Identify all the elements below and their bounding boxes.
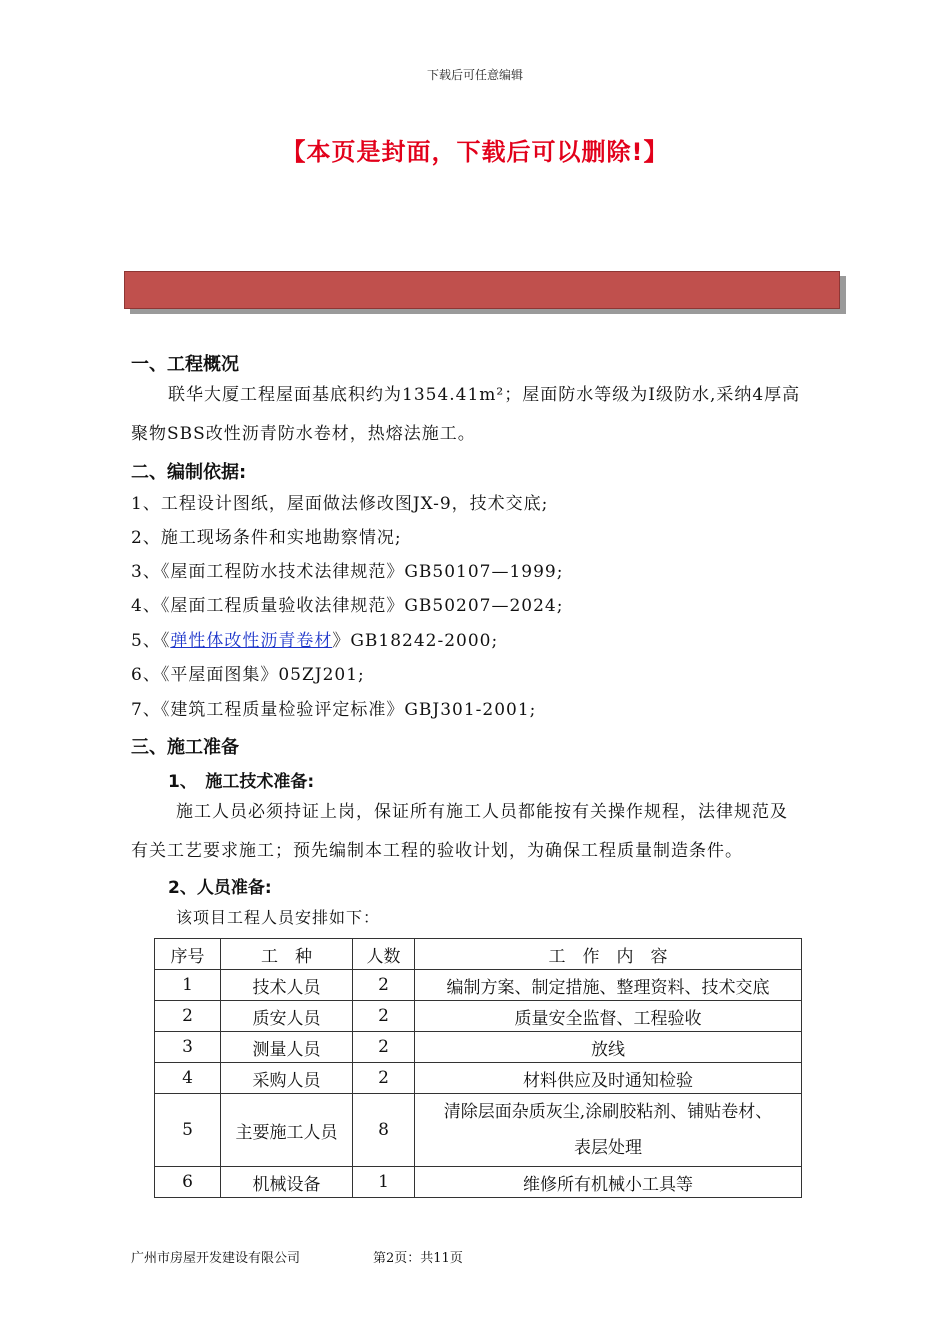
table-cell: 放线 — [415, 1032, 802, 1063]
table-cell: 4 — [155, 1063, 221, 1094]
table-cell: 材料供应及时通知检验 — [415, 1063, 802, 1094]
basis-item: 7、《建筑工程质量检验评定标准》GBJ301-2001; — [131, 700, 537, 720]
table-row — [155, 1167, 802, 1198]
table-cell: 1 — [353, 1167, 415, 1198]
table-cell: 清除层面杂质灰尘,涂刷胶粘剂、铺贴卷材、表层处理 — [415, 1094, 802, 1167]
header-note: 下载后可任意编辑 — [426, 68, 523, 82]
table-cell: 质量安全监督、工程验收 — [415, 1001, 802, 1032]
table-cell: 2 — [353, 1032, 415, 1063]
red-banner — [124, 271, 840, 309]
subheading-staff: 2、人员准备: — [168, 878, 272, 898]
basis-item-prefix: 5、《 — [131, 631, 171, 651]
table-row — [155, 970, 802, 1001]
basis-item-suffix: 》GB18242-2000; — [332, 631, 499, 651]
table-cell: 2 — [353, 1063, 415, 1094]
table-cell: 6 — [155, 1167, 221, 1198]
table-cell: 2 — [155, 1001, 221, 1032]
header-cell: 人数 — [353, 939, 415, 970]
basis-item: 4、《屋面工程质量验收法律规范》GB50207—2024; — [131, 596, 564, 616]
table-header-row — [155, 939, 802, 970]
section-heading-basis: 二、编制依据: — [131, 462, 247, 483]
staff-intro: 该项目工程人员安排如下： — [176, 908, 381, 927]
header-cell: 工 作 内 容 — [415, 939, 802, 970]
basis-item-linked — [131, 626, 498, 656]
basis-item: 6、《平屋面图集》05ZJ201; — [131, 665, 365, 685]
table-cell: 2 — [353, 1001, 415, 1032]
basis-item: 2、施工现场条件和实地勘察情况; — [131, 528, 402, 548]
section-heading-overview: 一、工程概况 — [131, 354, 239, 375]
footer-company: 广州市房屋开发建设有限公司 — [131, 1251, 301, 1266]
section-heading-preparation: 三、施工准备 — [131, 737, 239, 758]
header-cell: 工 种 — [221, 939, 353, 970]
table-row — [155, 1032, 802, 1063]
table-cell: 8 — [353, 1094, 415, 1167]
standard-link[interactable]: 弹性体改性沥青卷材 — [170, 631, 333, 651]
table-row — [155, 1063, 802, 1094]
table-cell: 5 — [155, 1094, 221, 1167]
table-cell: 3 — [155, 1032, 221, 1063]
staff-table — [154, 938, 802, 1198]
cover-notice: 【本页是封面，下载后可以删除!】 — [281, 138, 669, 166]
technical-line-1: 施工人员必须持证上岗，保证所有施工人员都能按有关操作规程，法律规范及 — [176, 802, 788, 822]
subheading-technical: 1、 施工技术准备: — [168, 772, 315, 792]
table-row — [155, 1001, 802, 1032]
table-cell: 1 — [155, 970, 221, 1001]
table-row — [155, 1094, 802, 1167]
table-cell: 测量人员 — [221, 1032, 353, 1063]
basis-item: 1、工程设计图纸，屋面做法修改图JX-9，技术交底; — [131, 494, 549, 514]
overview-line-1: 联华大厦工程屋面基底积约为1354.41m²；屋面防水等级为Ⅰ级防水,采纳4厚高 — [168, 385, 801, 405]
header-cell: 序号 — [155, 939, 221, 970]
footer-page-number: 第2页：共11页 — [373, 1251, 463, 1266]
table-cell: 采购人员 — [221, 1063, 353, 1094]
table-cell: 技术人员 — [221, 970, 353, 1001]
table-cell: 主要施工人员 — [221, 1094, 353, 1167]
table-cell: 机械设备 — [221, 1167, 353, 1198]
table-cell: 维修所有机械小工具等 — [415, 1167, 802, 1198]
basis-item: 3、《屋面工程防水技术法律规范》GB50107—1999; — [131, 562, 564, 582]
overview-line-2: 聚物SBS改性沥青防水卷材，热熔法施工。 — [131, 424, 476, 444]
table-cell: 编制方案、制定措施、整理资料、技术交底 — [415, 970, 802, 1001]
table-cell: 质安人员 — [221, 1001, 353, 1032]
table-cell: 2 — [353, 970, 415, 1001]
technical-line-2: 有关工艺要求施工；预先编制本工程的验收计划，为确保工程质量制造条件。 — [131, 841, 743, 861]
